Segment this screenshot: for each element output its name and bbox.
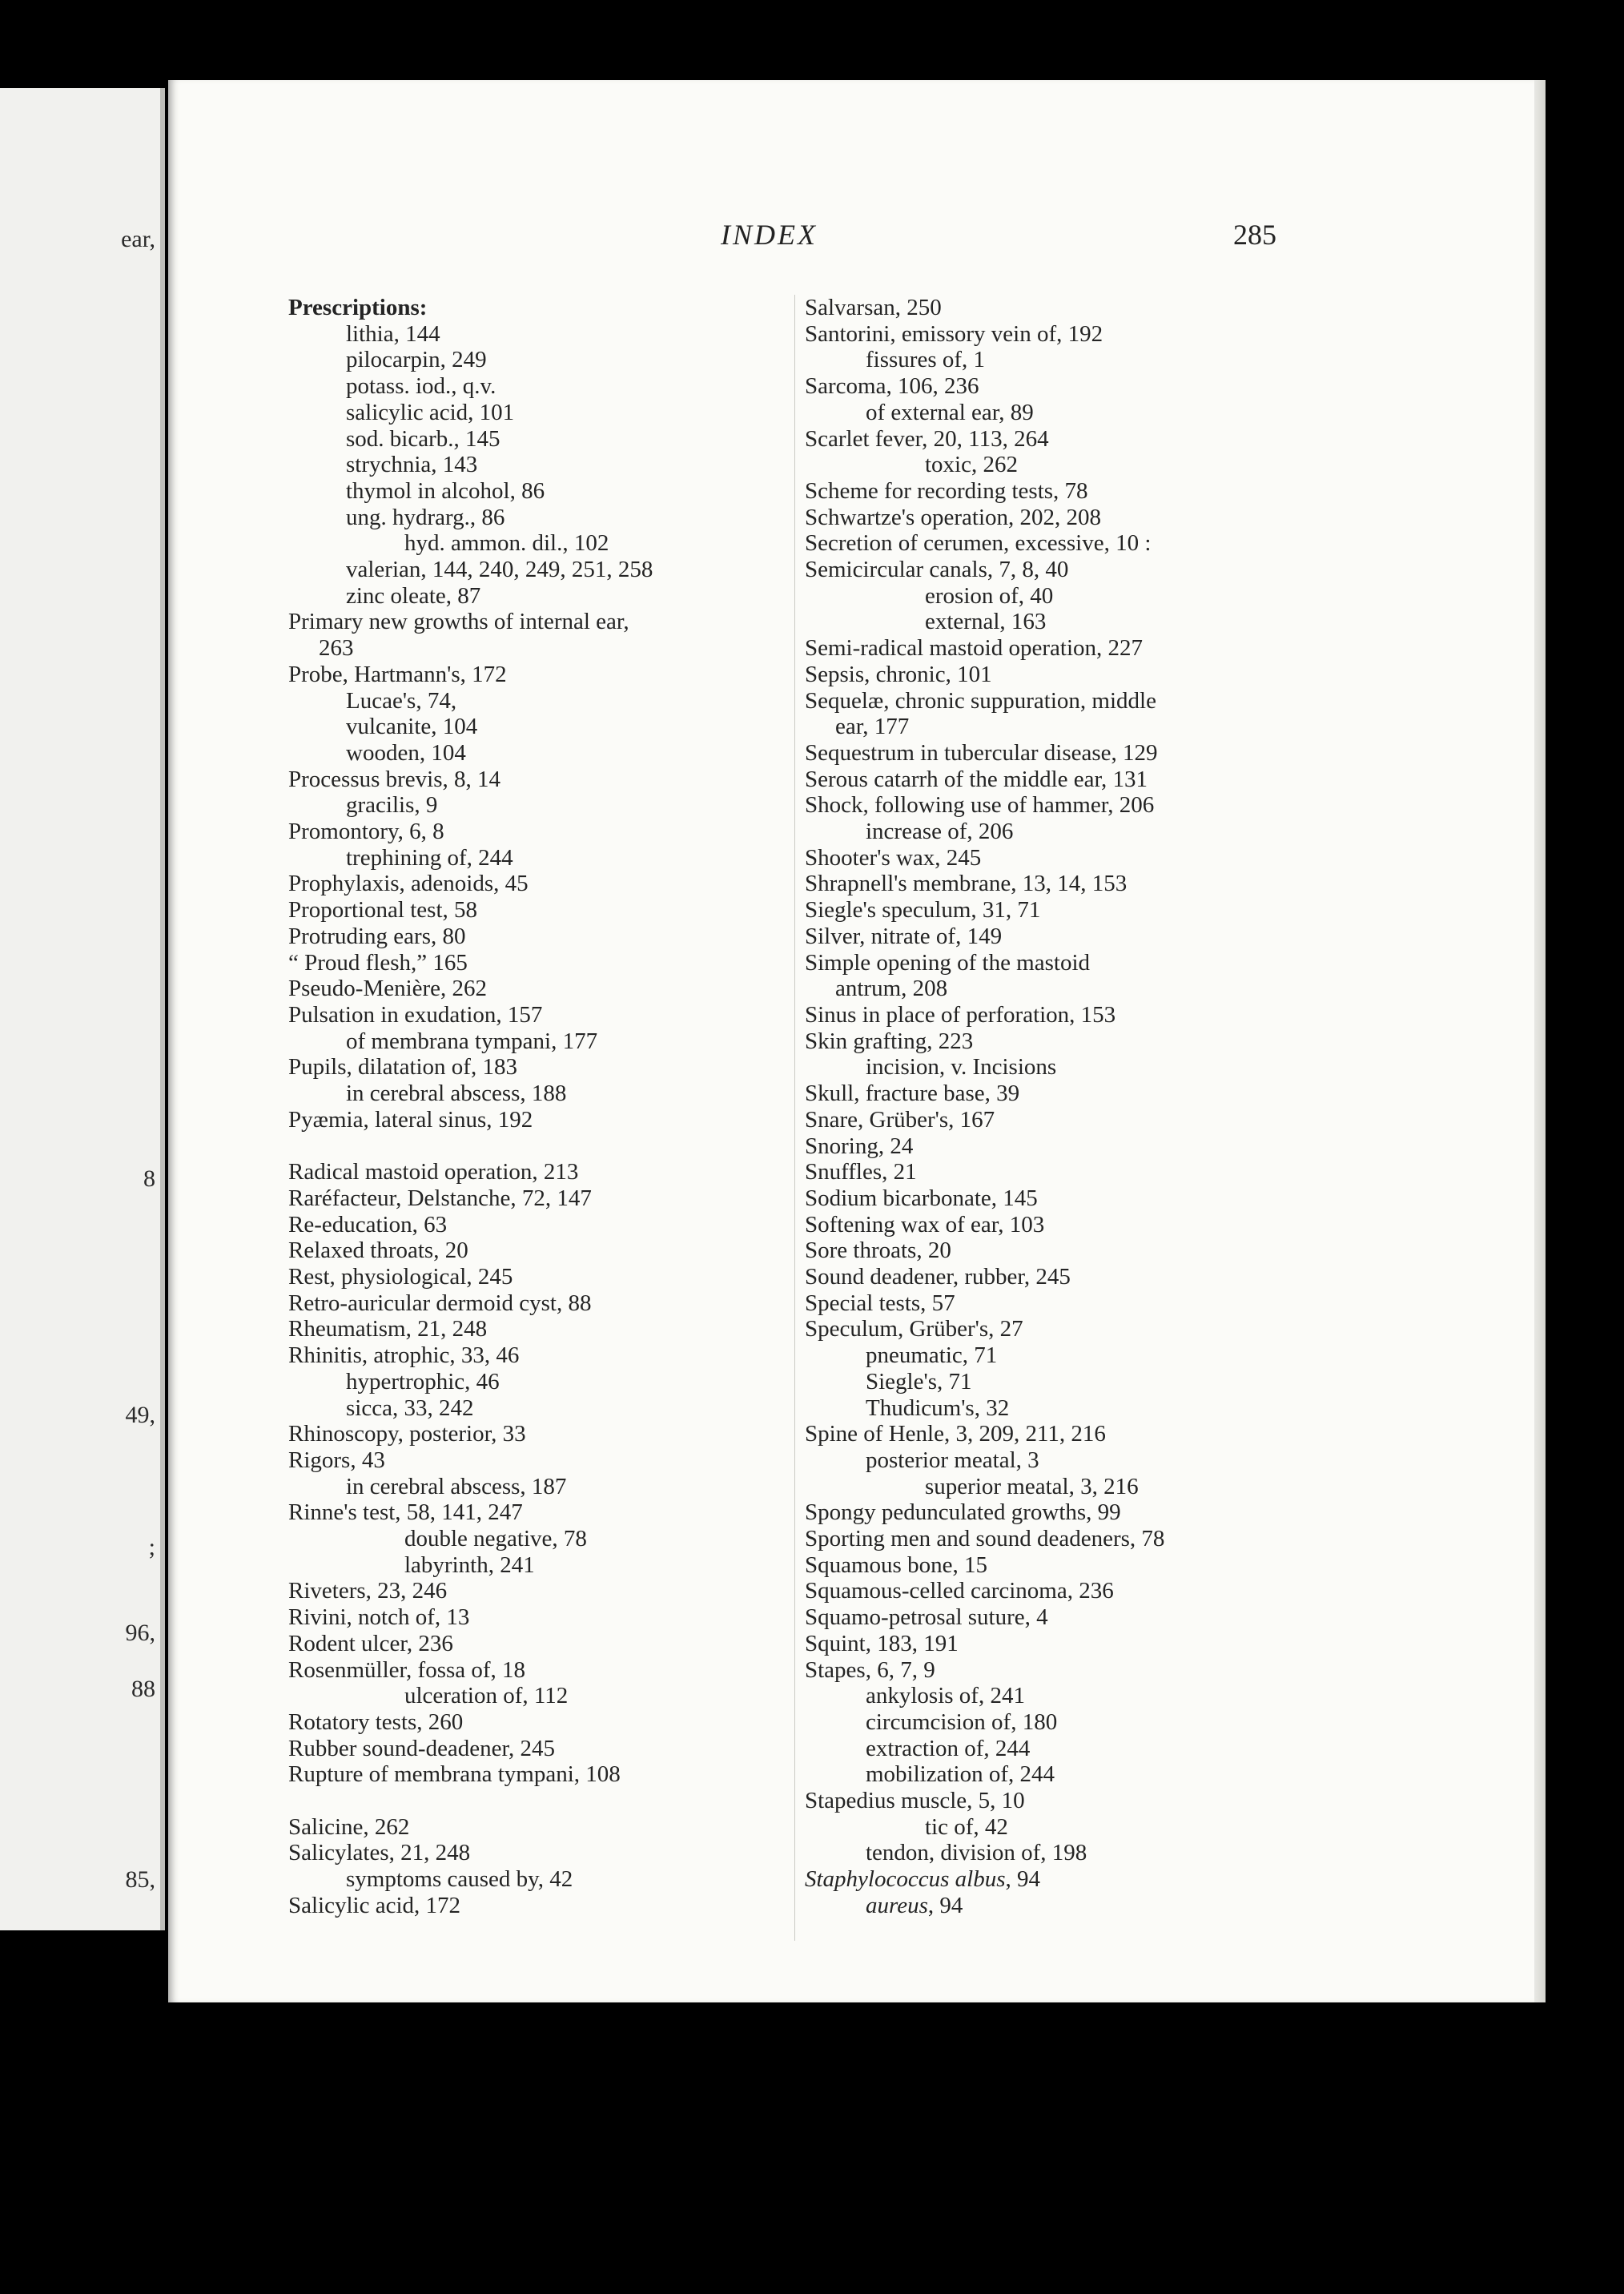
index-entry: ankylosis of, 241: [866, 1683, 1025, 1709]
facing-page-fragment: 8: [143, 1165, 155, 1192]
index-entry: Primary new growths of internal ear,: [288, 609, 629, 635]
index-entry: Sequestrum in tubercular disease, 129: [805, 739, 1158, 766]
index-entry: Pupils, dilatation of, 183: [288, 1054, 517, 1081]
index-entry: Relaxed throats, 20: [288, 1238, 468, 1264]
facing-page-fragment: ;: [148, 1534, 155, 1560]
index-entry: Rigors, 43: [288, 1447, 385, 1473]
index-entry: Sepsis, chronic, 101: [805, 661, 992, 687]
index-entry: Santorini, emissory vein of, 192: [805, 320, 1103, 347]
index-entry: incision, v. Incisions: [866, 1054, 1057, 1081]
index-entry: Sarcoma, 106, 236: [805, 373, 979, 400]
facing-page-fragment: 49,: [125, 1402, 155, 1428]
index-entry: Shrapnell's membrane, 13, 14, 153: [805, 871, 1128, 897]
index-spacer: [288, 1133, 785, 1160]
index-entry: Simple opening of the mastoid: [805, 949, 1091, 976]
index-entry: Rhinoscopy, posterior, 33: [288, 1421, 526, 1447]
index-entry: circumcision of, 180: [866, 1708, 1058, 1735]
index-entry: Lucae's, 74,: [346, 687, 457, 714]
index-entry: superior meatal, 3, 216: [925, 1473, 1139, 1499]
index-entry: Squint, 183, 191: [805, 1630, 959, 1656]
index-entry: toxic, 262: [925, 452, 1018, 478]
index-entry: vulcanite, 104: [346, 714, 478, 740]
index-entry: wooden, 104: [346, 739, 466, 766]
index-entry: Sinus in place of perforation, 153: [805, 1001, 1116, 1028]
index-entry: double negative, 78: [404, 1526, 587, 1552]
index-entry: lithia, 144: [346, 320, 440, 347]
index-entry: ulceration of, 112: [404, 1683, 569, 1709]
index-entry: “ Proud flesh,” 165: [288, 949, 468, 976]
index-entry: Scheme for recording tests, 78: [805, 477, 1088, 504]
index-entry: Sodium bicarbonate, 145: [805, 1185, 1038, 1211]
index-entry: antrum, 208: [835, 976, 948, 1002]
facing-page-fragment: 85,: [125, 1866, 155, 1893]
index-entry: tic of, 42: [925, 1813, 1008, 1840]
index-entry: Promontory, 6, 8: [288, 819, 444, 845]
index-entry: Skull, fracture base, 39: [805, 1081, 1020, 1107]
index-entry: Radical mastoid operation, 213: [288, 1159, 579, 1185]
index-entry: external, 163: [925, 609, 1047, 635]
index-entry: erosion of, 40: [925, 582, 1054, 609]
index-column-left: [288, 295, 785, 1919]
index-entry: labyrinth, 241: [404, 1551, 535, 1578]
index-entry: Rheumatism, 21, 248: [288, 1316, 488, 1342]
index-entry: [805, 1866, 1301, 1893]
index-entry: Prophylaxis, adenoids, 45: [288, 871, 529, 897]
index-entry: Snoring, 24: [805, 1133, 914, 1159]
index-entry: Stapes, 6, 7, 9: [805, 1656, 935, 1683]
facing-page-fragment: 88: [131, 1676, 155, 1702]
index-entry: of external ear, 89: [866, 399, 1034, 425]
index-entry: potass. iod., q.v.: [346, 373, 496, 400]
index-entry: tendon, division of, 198: [866, 1840, 1087, 1866]
index-entry: Salvarsan, 250: [805, 295, 942, 320]
index-entry: of membrana tympani, 177: [346, 1028, 598, 1054]
index-entry: gracilis, 9: [346, 792, 438, 819]
index-spacer: [288, 1788, 785, 1814]
index-term-italic: Staphylococcus albus: [805, 1866, 1006, 1893]
index-entry: Pseudo-Menière, 262: [288, 976, 488, 1002]
index-page: [168, 80, 1546, 2002]
index-entry: Sore throats, 20: [805, 1238, 951, 1264]
index-entry: Sequelæ, chronic suppuration, middle: [805, 687, 1156, 714]
index-entry: Processus brevis, 8, 14: [288, 766, 501, 792]
index-entry: Raréfacteur, Delstanche, 72, 147: [288, 1185, 592, 1211]
index-entry: mobilization of, 244: [866, 1761, 1055, 1788]
index-entry: Salicylates, 21, 248: [288, 1840, 471, 1866]
index-entry: Rotatory tests, 260: [288, 1708, 464, 1735]
index-entry: Scarlet fever, 20, 113, 264: [805, 425, 1049, 452]
index-entry: Prescriptions:: [288, 295, 428, 320]
index-entry: Thudicum's, 32: [866, 1395, 1010, 1421]
index-entry: Protruding ears, 80: [288, 923, 466, 949]
index-entry: ung. hydrarg., 86: [346, 504, 505, 530]
index-entry: Schwartze's operation, 202, 208: [805, 504, 1102, 530]
index-entry: Siegle's speculum, 31, 71: [805, 897, 1041, 924]
index-entry: Shock, following use of hammer, 206: [805, 792, 1155, 819]
index-entry: Pulsation in exudation, 157: [288, 1001, 543, 1028]
index-entry: pilocarpin, 249: [346, 347, 487, 373]
index-entry: Re-education, 63: [288, 1211, 448, 1238]
index-entry: sicca, 33, 242: [346, 1395, 474, 1421]
index-entry: Rest, physiological, 245: [288, 1264, 513, 1290]
index-entry: Squamous bone, 15: [805, 1551, 987, 1578]
index-entry: Siegle's, 71: [866, 1368, 972, 1395]
facing-page-fragment: 96,: [125, 1620, 155, 1646]
index-entry: hyd. ammon. dil., 102: [404, 530, 609, 557]
index-entry: Pyæmia, lateral sinus, 192: [288, 1106, 533, 1133]
index-entry: thymol in alcohol, 86: [346, 477, 545, 504]
index-entry: sod. bicarb., 145: [346, 425, 500, 452]
index-entry: Stapedius muscle, 5, 10: [805, 1788, 1025, 1814]
index-entry: trephining of, 244: [346, 844, 513, 871]
page-number: 285: [1233, 219, 1276, 251]
index-entry: Salicylic acid, 172: [288, 1892, 461, 1918]
index-locator: , 94: [927, 1892, 963, 1918]
running-header-title: INDEX: [721, 219, 818, 251]
index-entry: [805, 1893, 1301, 1919]
index-entry: Rodent ulcer, 236: [288, 1630, 453, 1656]
index-entry: Retro-auricular dermoid cyst, 88: [288, 1290, 592, 1316]
index-entry: posterior meatal, 3: [866, 1447, 1039, 1473]
index-entry: Semi-radical mastoid operation, 227: [805, 635, 1144, 662]
index-entry: salicylic acid, 101: [346, 399, 515, 425]
index-entry: Rivini, notch of, 13: [288, 1604, 470, 1631]
index-entry: Rinne's test, 58, 141, 247: [288, 1499, 523, 1526]
index-entry: Semicircular canals, 7, 8, 40: [805, 557, 1069, 583]
index-entry: Snuffles, 21: [805, 1159, 917, 1185]
index-entry: in cerebral abscess, 188: [346, 1081, 567, 1107]
index-locator: , 94: [1005, 1866, 1040, 1893]
index-entry: Probe, Hartmann's, 172: [288, 661, 507, 687]
index-entry: Softening wax of ear, 103: [805, 1211, 1045, 1238]
index-entry: strychnia, 143: [346, 452, 478, 478]
index-entry: in cerebral abscess, 187: [346, 1473, 567, 1499]
index-entry: zinc oleate, 87: [346, 582, 481, 609]
index-entry: Squamo-petrosal suture, 4: [805, 1604, 1048, 1631]
index-entry: Rhinitis, atrophic, 33, 46: [288, 1342, 520, 1369]
index-entry: Salicine, 262: [288, 1813, 410, 1840]
index-term-italic: aureus: [866, 1892, 928, 1918]
facing-page-edge: [0, 88, 165, 1930]
index-entry: Special tests, 57: [805, 1290, 955, 1316]
index-entry: increase of, 206: [866, 819, 1014, 845]
index-entry: symptoms caused by, 42: [346, 1866, 573, 1893]
index-entry: Spine of Henle, 3, 209, 211, 216: [805, 1421, 1106, 1447]
index-entry: Snare, Grüber's, 167: [805, 1106, 995, 1133]
index-entry: 263: [319, 635, 354, 662]
column-divider: [794, 295, 795, 1941]
index-entry: Riveters, 23, 246: [288, 1578, 448, 1604]
index-entry: Serous catarrh of the middle ear, 131: [805, 766, 1148, 792]
index-entry: Shooter's wax, 245: [805, 844, 982, 871]
index-entry: Skin grafting, 223: [805, 1028, 974, 1054]
index-entry: Spongy pedunculated growths, 99: [805, 1499, 1121, 1526]
index-entry: Sound deadener, rubber, 245: [805, 1264, 1071, 1290]
index-entry: pneumatic, 71: [866, 1342, 998, 1369]
index-entry: Secretion of cerumen, excessive, 10 :: [805, 530, 1152, 557]
index-entry: Sporting men and sound deadeners, 78: [805, 1526, 1165, 1552]
facing-page-fragment: ear,: [121, 226, 155, 252]
index-entry: fissures of, 1: [866, 347, 986, 373]
index-entry: valerian, 144, 240, 249, 251, 258: [346, 557, 653, 583]
index-entry: Silver, nitrate of, 149: [805, 923, 1003, 949]
index-entry: Speculum, Grüber's, 27: [805, 1316, 1023, 1342]
index-column-right: [805, 295, 1301, 1919]
index-entry: Proportional test, 58: [288, 897, 478, 924]
index-entry: extraction of, 244: [866, 1735, 1031, 1761]
index-entry: Rosenmüller, fossa of, 18: [288, 1656, 526, 1683]
index-entry: Squamous-celled carcinoma, 236: [805, 1578, 1114, 1604]
index-entry: hypertrophic, 46: [346, 1368, 500, 1395]
index-entry: Rupture of membrana tympani, 108: [288, 1761, 621, 1788]
index-entry: Rubber sound-deadener, 245: [288, 1735, 556, 1761]
index-entry: ear, 177: [835, 714, 910, 740]
